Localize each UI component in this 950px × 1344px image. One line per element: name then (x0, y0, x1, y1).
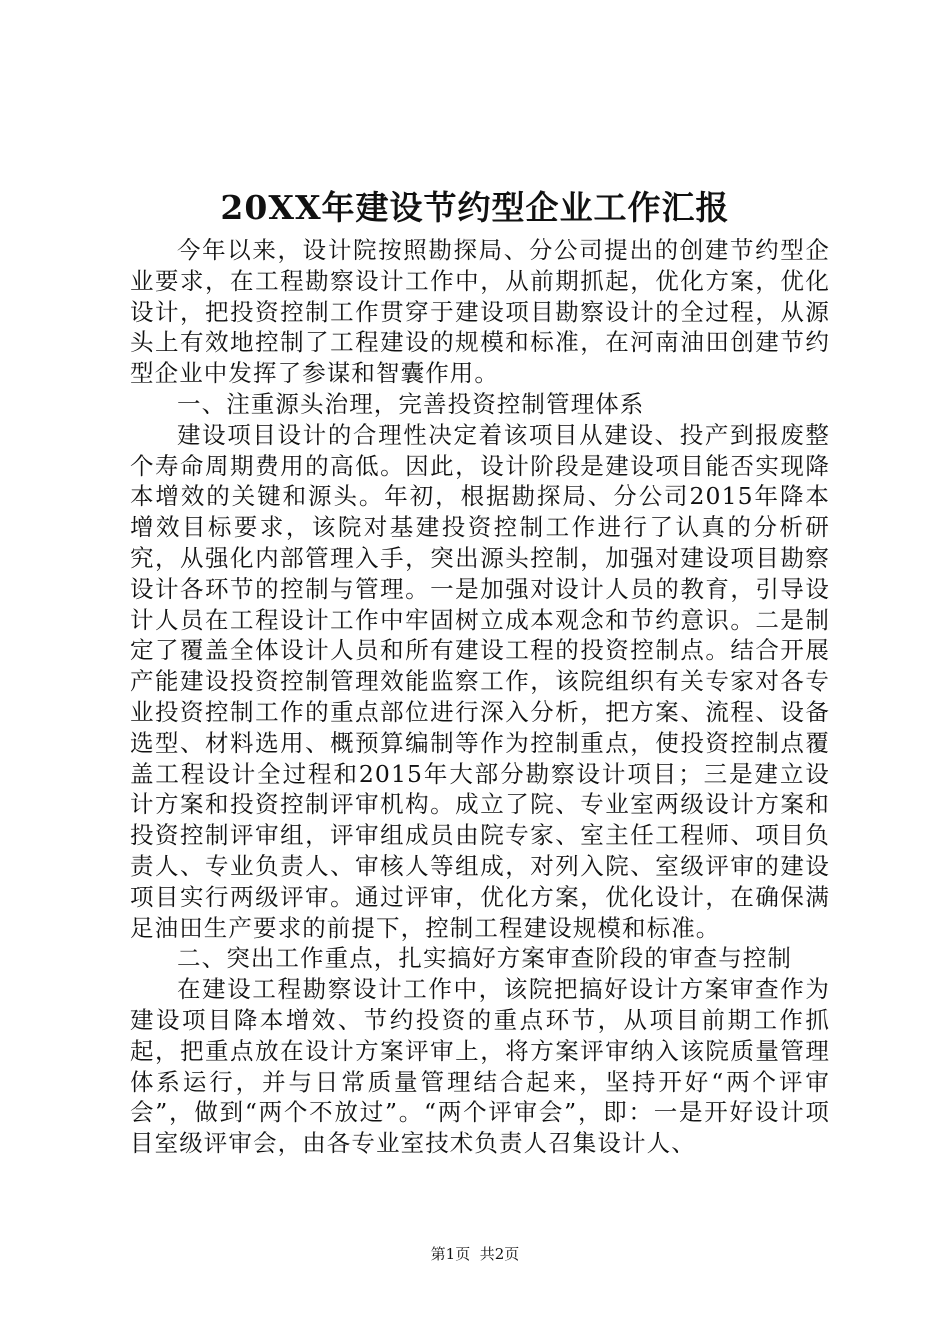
paragraph-section-2: 在建设工程勘察设计工作中，该院把搞好设计方案审查作为建设项目降本增效、节约投资的重点环节，从项目前期工作抓起，把重点放在设计方案评审上，将方案评审纳入该院质量管理体系运行，并与日常质量管理结合起来，坚持开好“两个评审会”，做到“两个不放过”。“两个评审会”，即：一是开好设计项目室级评审会，由各专业室技术负责人召集设计人、 (130, 975, 830, 1158)
page-footer (0, 1244, 950, 1264)
page-number: 第1页 (430, 1245, 471, 1263)
document-body (130, 235, 830, 1159)
section-heading-2: 二、突出工作重点，扎实搞好方案审查阶段的审查与控制 (177, 944, 792, 973)
paragraph-section-1: 建设项目设计的合理性决定着该项目从建设、投产到报废整个寿命周期费用的高低。因此，设计阶段是建设项目能否实现降本增效的关键和源头。年初，根据勘探局、分公司2015年降本增效目标要求，该院对基建投资控制工作进行了认真的分析研究，从强化内部管理入手，突出源头控制，加强对建设项目勘察设计各环节的控制与管理。一是加强对设计人员的教育，引导设计人员在工程设计工作中牢固树立成本观念和节约意识。二是制定了覆盖全体设计人员和所有建设工程的投资控制点。结合开展产能建设投资控制管理效能监察工作，该院组织有关专家对各专业投资控制工作的重点部位进行深入分析，把方案、流程、设备选型、材料选用、概预算编制等作为控制重点，使投资控制点覆盖工程设计全过程和2015年大部分勘察设计项目；三是建立设计方案和投资控制评审机构。成立了院、专业室两级设计方案和投资控制评审组，评审组成员由院专家、室主任工程师、项目负责人、专业负责人、审核人等组成，对列入院、室级评审的建设项目实行两级评审。通过评审，优化方案，优化设计，在确保满足油田生产要求的前提下，控制工程建设规模和标准。 (130, 420, 830, 942)
section-heading-1: 一、注重源头治理，完善投资控制管理体系 (177, 389, 645, 418)
paragraph-intro: 今年以来，设计院按照勘探局、分公司提出的创建节约型企业要求，在工程勘察设计工作中，从前期抓起，优化方案，优化设计，把投资控制工作贯穿于建设项目勘察设计的全过程，从源头上有效地控制了工程建设的规模和标准，在河南油田创建节约型企业中发挥了参谋和智囊作用。 (130, 236, 830, 388)
document-title: 20XX年建设节约型企业工作汇报 (220, 188, 730, 227)
page-total: 共2页 (479, 1245, 520, 1263)
